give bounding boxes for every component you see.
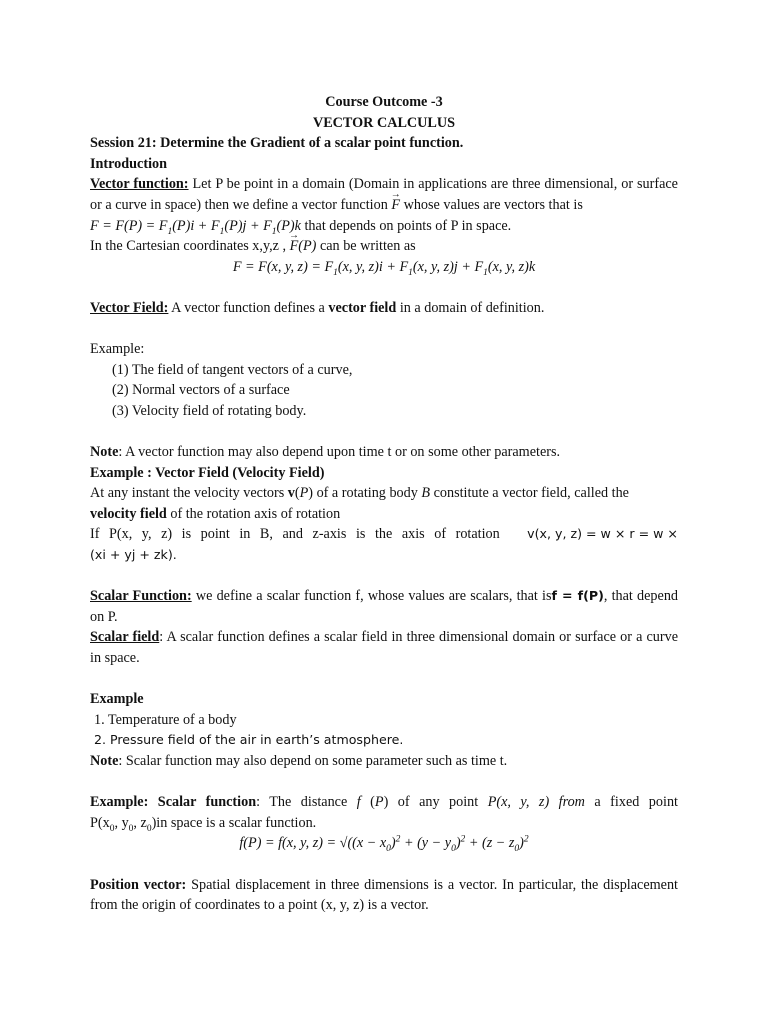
- note-paragraph: Note: Scalar function may also depend on some parameter such as time t.: [90, 753, 508, 769]
- introduction-heading: Introduction: [90, 155, 167, 172]
- vector-function-term: Vector function:: [90, 176, 189, 193]
- course-outcome-heading: Course Outcome -3: [325, 94, 443, 110]
- rotation-paragraph: If P(x, y, z) is point in B, and z-axis is the axis of rotation v(x, y, z) = w × r = w ×: [90, 526, 678, 543]
- vector-function-equation: $F = F(P) = F_1(P)i + F_1(P)j + F_1(P)k$: [90, 217, 301, 237]
- scalar-function-paragraph: Scalar Function: we define a scalar function f, whose values are scalars, that isf = f(P), that depend on P.: [90, 588, 679, 625]
- position-vector-term: Position vector:: [90, 876, 187, 893]
- scalar-field-term: Scalar field: [90, 629, 160, 646]
- position-vector-paragraph: Position vector: Spatial displacement in three dimensions is a vector. In particular, the displacement from the origin of coordinates to a point (x, y, z) is a vector.: [90, 876, 678, 914]
- rotation-equation-end: (xi + yj + zk).: [90, 547, 177, 563]
- chapter-heading: VECTOR CALCULUS: [312, 114, 456, 131]
- list-item: (3) Velocity field of rotating body.: [112, 402, 307, 419]
- example-label: Example:: [90, 341, 145, 358]
- velocity-field-paragraph: At any instant the velocity vectors v(P) of a rotating body B constitute a vector field, called the velocity field of the rotation axis of rotation: [90, 485, 629, 522]
- vector-function-paragraph: Vector function: Let P be point in a domain (Domain in applications are three dimensional, or surface or a curve in space) then we define a vector function → F whose values are vectors that is $F = F(P) = F_1(P)i + F_1(P)j + F_1(P)k$ that depends on points of P in space.: [90, 174, 678, 236]
- fixed-point-line: $P(x_0$, $y_0$, $z_0)in$ space is a scalar function.: [90, 814, 317, 834]
- cartesian-paragraph: In the Cartesian coordinates x,y,z , → F(P) can be written as: [90, 236, 678, 257]
- list-item: (1) The field of tangent vectors of a curve,: [112, 361, 353, 378]
- distance-equation: f(P) = f(x, y, $z) = √((x - x_0)^2 + (y - y_0)^2 + (z - z_0)^2$: [239, 834, 529, 855]
- list-item: 1. Temperature of a body: [94, 711, 237, 728]
- document-content: [90, 92, 678, 916]
- note-paragraph: Note: A vector function may also depend upon time t or on some other parameters.: [90, 444, 561, 461]
- list-item: (2) Normal vectors of a surface: [112, 382, 290, 399]
- scalar-example-paragraph: Example: Scalar function: The distance f (P) of any point P(x, y, z) from a fixed point: [90, 794, 678, 811]
- example-label: Example: [90, 691, 144, 708]
- scalar-function-term: Scalar Function:: [90, 588, 192, 605]
- vector-field-term: Vector Field:: [90, 299, 169, 316]
- list-item: 2. Pressure field of the air in earth’s atmosphere.: [94, 732, 404, 748]
- scalar-field-paragraph: Scalar field: A scalar function defines a scalar field in three dimensional domain or surface or a curve in space.: [90, 629, 679, 667]
- session-heading: Session 21: Determine the Gradient of a scalar point function.: [90, 135, 464, 152]
- velocity-field-heading: Example : Vector Field (Velocity Field): [90, 464, 325, 481]
- vector-field-paragraph: Vector Field: A vector function defines a vector field in a domain of definition.: [90, 299, 545, 316]
- cartesian-equation: F = F(x, y, $z) = F_1(x$, y, $z)i + F_1(x$, y, $z)j + F_1(x$, y, z)k: [232, 258, 536, 278]
